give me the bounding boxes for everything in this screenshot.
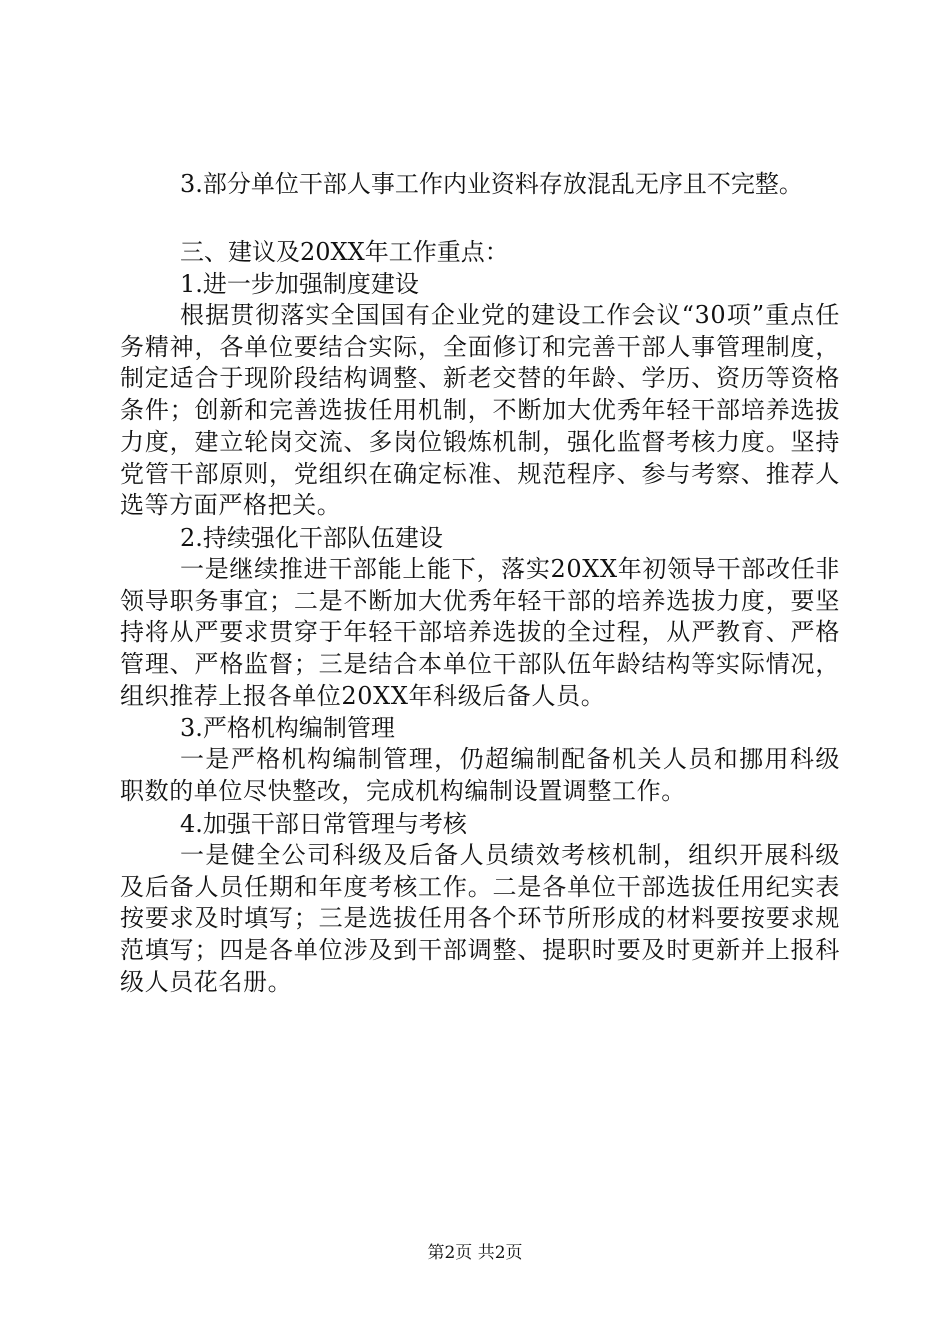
subheading-3: 3.严格机构编制管理 [180, 714, 395, 743]
subheading-1: 1.进一步加强制度建设 [180, 270, 419, 298]
paragraph-daily-management: 一是健全公司科级及后备人员绩效考核机制，组织开展科级及后备人员任期和年度考核工作。二是各单位干部选拔任用纪实表按要求及时填写；三是选拔任用各个环节所形成的材料要按要求规范填写；四是各单位涉及到干部调整、提职时要及时更新并上报科级人员花名册。 [120, 840, 840, 996]
paragraph-staffing-management: 一是严格机构编制管理，仍超编制配备机关人员和挪用科级职数的单位尽快整改，完成机构编制设置调整工作。 [120, 745, 840, 806]
subheading-2: 2.持续强化干部队伍建设 [180, 523, 443, 552]
paragraph-system-building: 根据贯彻落实全国国有企业党的建设工作会议“30项”重点任务精神，各单位要结合实际，全面修订和完善干部人事管理制度，制定适合于现阶段结构调整、新老交替的年龄、学历、资历等资格条件；创新和完善选拔任用机制，不断加大优秀年轻干部培养选拔力度，建立轮岗交流、多岗位锻炼机制，强化监督考核力度。坚持党管干部原则，党组织在确定标准、规范程序、参与考察、推荐人选等方面严格把关。 [120, 301, 840, 520]
page-number-footer: 第2页 共2页 [427, 1243, 523, 1263]
document-body [120, 168, 840, 998]
problem-item-3: 3.部分单位干部人事工作内业资料存放混乱无序且不完整。 [180, 170, 803, 198]
section-heading-3: 三、建议及20XX年工作重点： [180, 238, 509, 266]
subheading-4: 4.加强干部日常管理与考核 [180, 809, 467, 838]
paragraph-team-building: 一是继续推进干部能上能下，落实20XX年初领导干部改任非领导职务事宜；二是不断加大优秀年轻干部的培养选拔力度，要坚持将从严要求贯穿于年轻干部培养选拔的全过程，从严教育、严格管理、严格监督；三是结合本单位干部队伍年龄结构等实际情况，组织推荐上报各单位20XX年科级后备人员。 [120, 554, 840, 710]
paragraph-gap [120, 200, 840, 236]
